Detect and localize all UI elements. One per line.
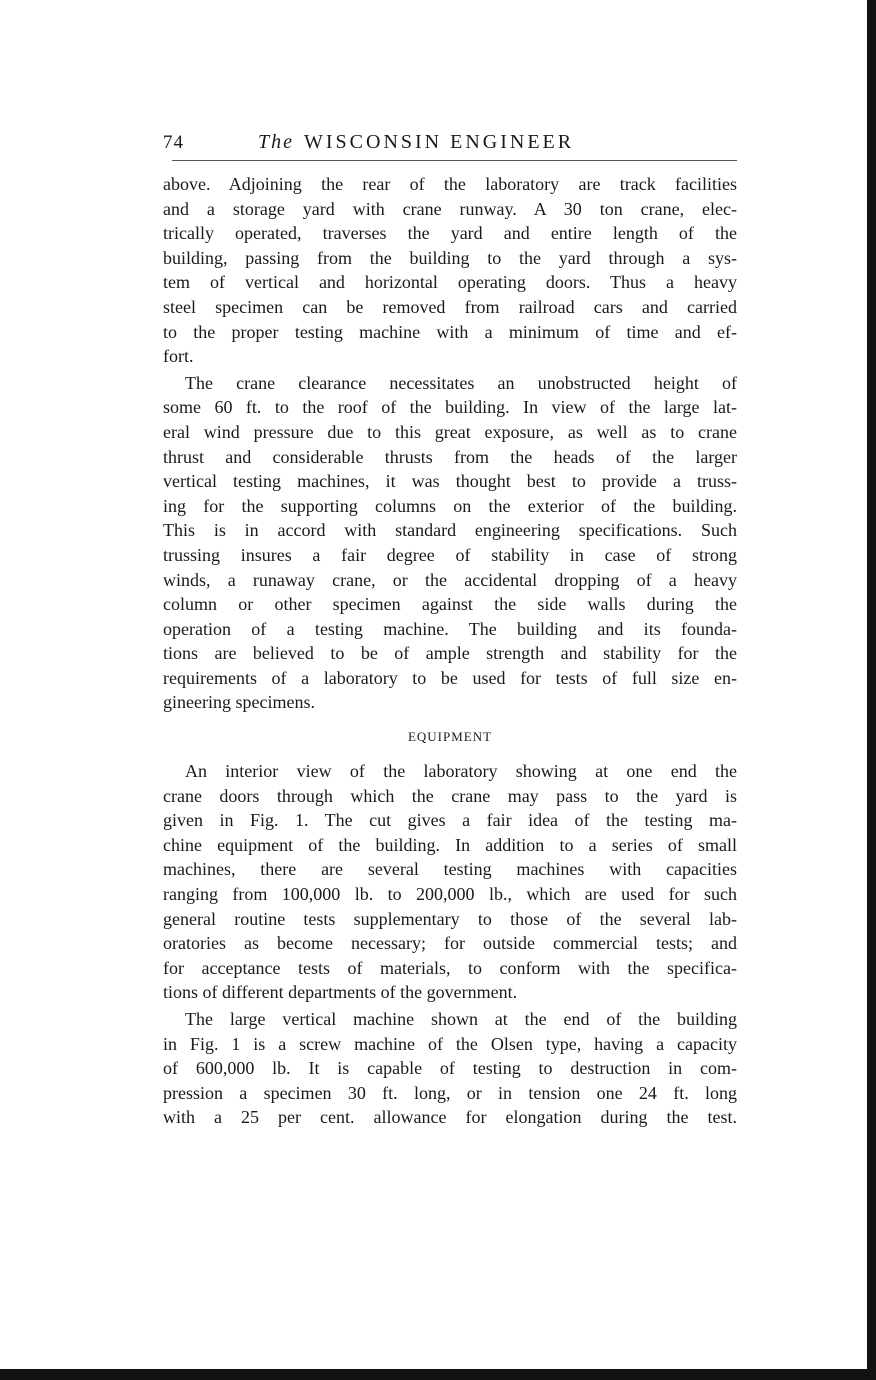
- text-line: trussing insures a fair degree of stability in case of strong: [163, 544, 737, 565]
- scan-border-right: [867, 0, 876, 1380]
- text-line: of 600,000 lb. It is capable of testing to destruction in com-: [163, 1058, 737, 1079]
- text-line: tions are believed to be of ample strength and stability for the: [163, 643, 737, 664]
- paragraph: [163, 371, 737, 715]
- text-line: building, passing from the building to the yard through a sys-: [163, 247, 737, 268]
- text-line: tem of vertical and horizontal operating doors. Thus a heavy: [163, 272, 737, 293]
- journal-title: [258, 131, 574, 154]
- text-line: An interior view of the laboratory showing at one end the: [185, 761, 737, 782]
- article-body: [163, 172, 737, 1130]
- text-line: column or other specimen against the side walls during the: [163, 594, 737, 615]
- running-header: [163, 128, 737, 162]
- text-line: ing for the supporting columns on the exterior of the building.: [163, 495, 737, 516]
- header-rule: [172, 160, 737, 161]
- text-line: thrust and considerable thrusts from the heads of the larger: [163, 446, 737, 467]
- text-line: The crane clearance necessitates an unobstructed height of: [185, 372, 737, 393]
- text-line: trically operated, traverses the yard and entire length of the: [163, 223, 737, 244]
- journal-title-article: The: [258, 131, 294, 153]
- text-line: pression a specimen 30 ft. long, or in tension one 24 ft. long: [163, 1082, 737, 1103]
- text-line: eral wind pressure due to this great exposure, as well as to crane: [163, 421, 737, 442]
- text-line: winds, a runaway crane, or the accidental dropping of a heavy: [163, 569, 737, 590]
- text-line: requirements of a laboratory to be used for tests of full size en-: [163, 667, 737, 688]
- text-line: steel specimen can be removed from railroad cars and carried: [163, 296, 737, 317]
- text-line: operation of a testing machine. The building and its founda-: [163, 618, 737, 639]
- section-heading: EQUIPMENT: [407, 729, 493, 745]
- text-line: This is in accord with standard engineering specifications. Such: [163, 520, 737, 541]
- text-line: chine equipment of the building. In addition to a series of small: [163, 834, 737, 855]
- text-line: tions of different departments of the government.: [163, 982, 518, 1003]
- text-line: crane doors through which the crane may pass to the yard is: [163, 785, 737, 806]
- text-line: above. Adjoining the rear of the laboratory are track facilities: [163, 174, 737, 194]
- text-line: ranging from 100,000 lb. to 200,000 lb., which are used for such: [163, 884, 737, 905]
- paragraph: [163, 172, 737, 369]
- text-line: given in Fig. 1. The cut gives a fair idea of the testing ma-: [163, 810, 737, 831]
- page-number: 74: [163, 132, 184, 153]
- paragraph: [163, 1007, 737, 1130]
- text-line: gineering specimens.: [163, 692, 315, 713]
- text-line: oratories as become necessary; for outside commercial tests; and: [163, 933, 737, 954]
- scan-border-bottom: [0, 1369, 876, 1380]
- text-line: The large vertical machine shown at the end of the building: [185, 1009, 737, 1029]
- text-line: general routine tests supplementary to those of the several lab-: [163, 908, 737, 929]
- text-line: vertical testing machines, it was thought best to provide a truss-: [163, 471, 737, 492]
- text-line: and a storage yard with crane runway. A 30 ton crane, elec-: [163, 198, 737, 219]
- text-line: some 60 ft. to the roof of the building. In view of the large lat-: [163, 397, 737, 418]
- text-line: with a 25 per cent. allowance for elongation during the test.: [163, 1107, 737, 1128]
- journal-title-name: WISCONSIN ENGINEER: [304, 131, 575, 153]
- text-line: to the proper testing machine with a minimum of time and ef-: [163, 321, 737, 342]
- text-line: for acceptance tests of materials, to conform with the specifica-: [163, 957, 737, 978]
- text-line: fort.: [163, 346, 194, 367]
- text-line: in Fig. 1 is a screw machine of the Olsen type, having a capacity: [163, 1033, 737, 1054]
- text-line: machines, there are several testing machines with capacities: [163, 859, 737, 880]
- paragraph: [163, 759, 737, 1005]
